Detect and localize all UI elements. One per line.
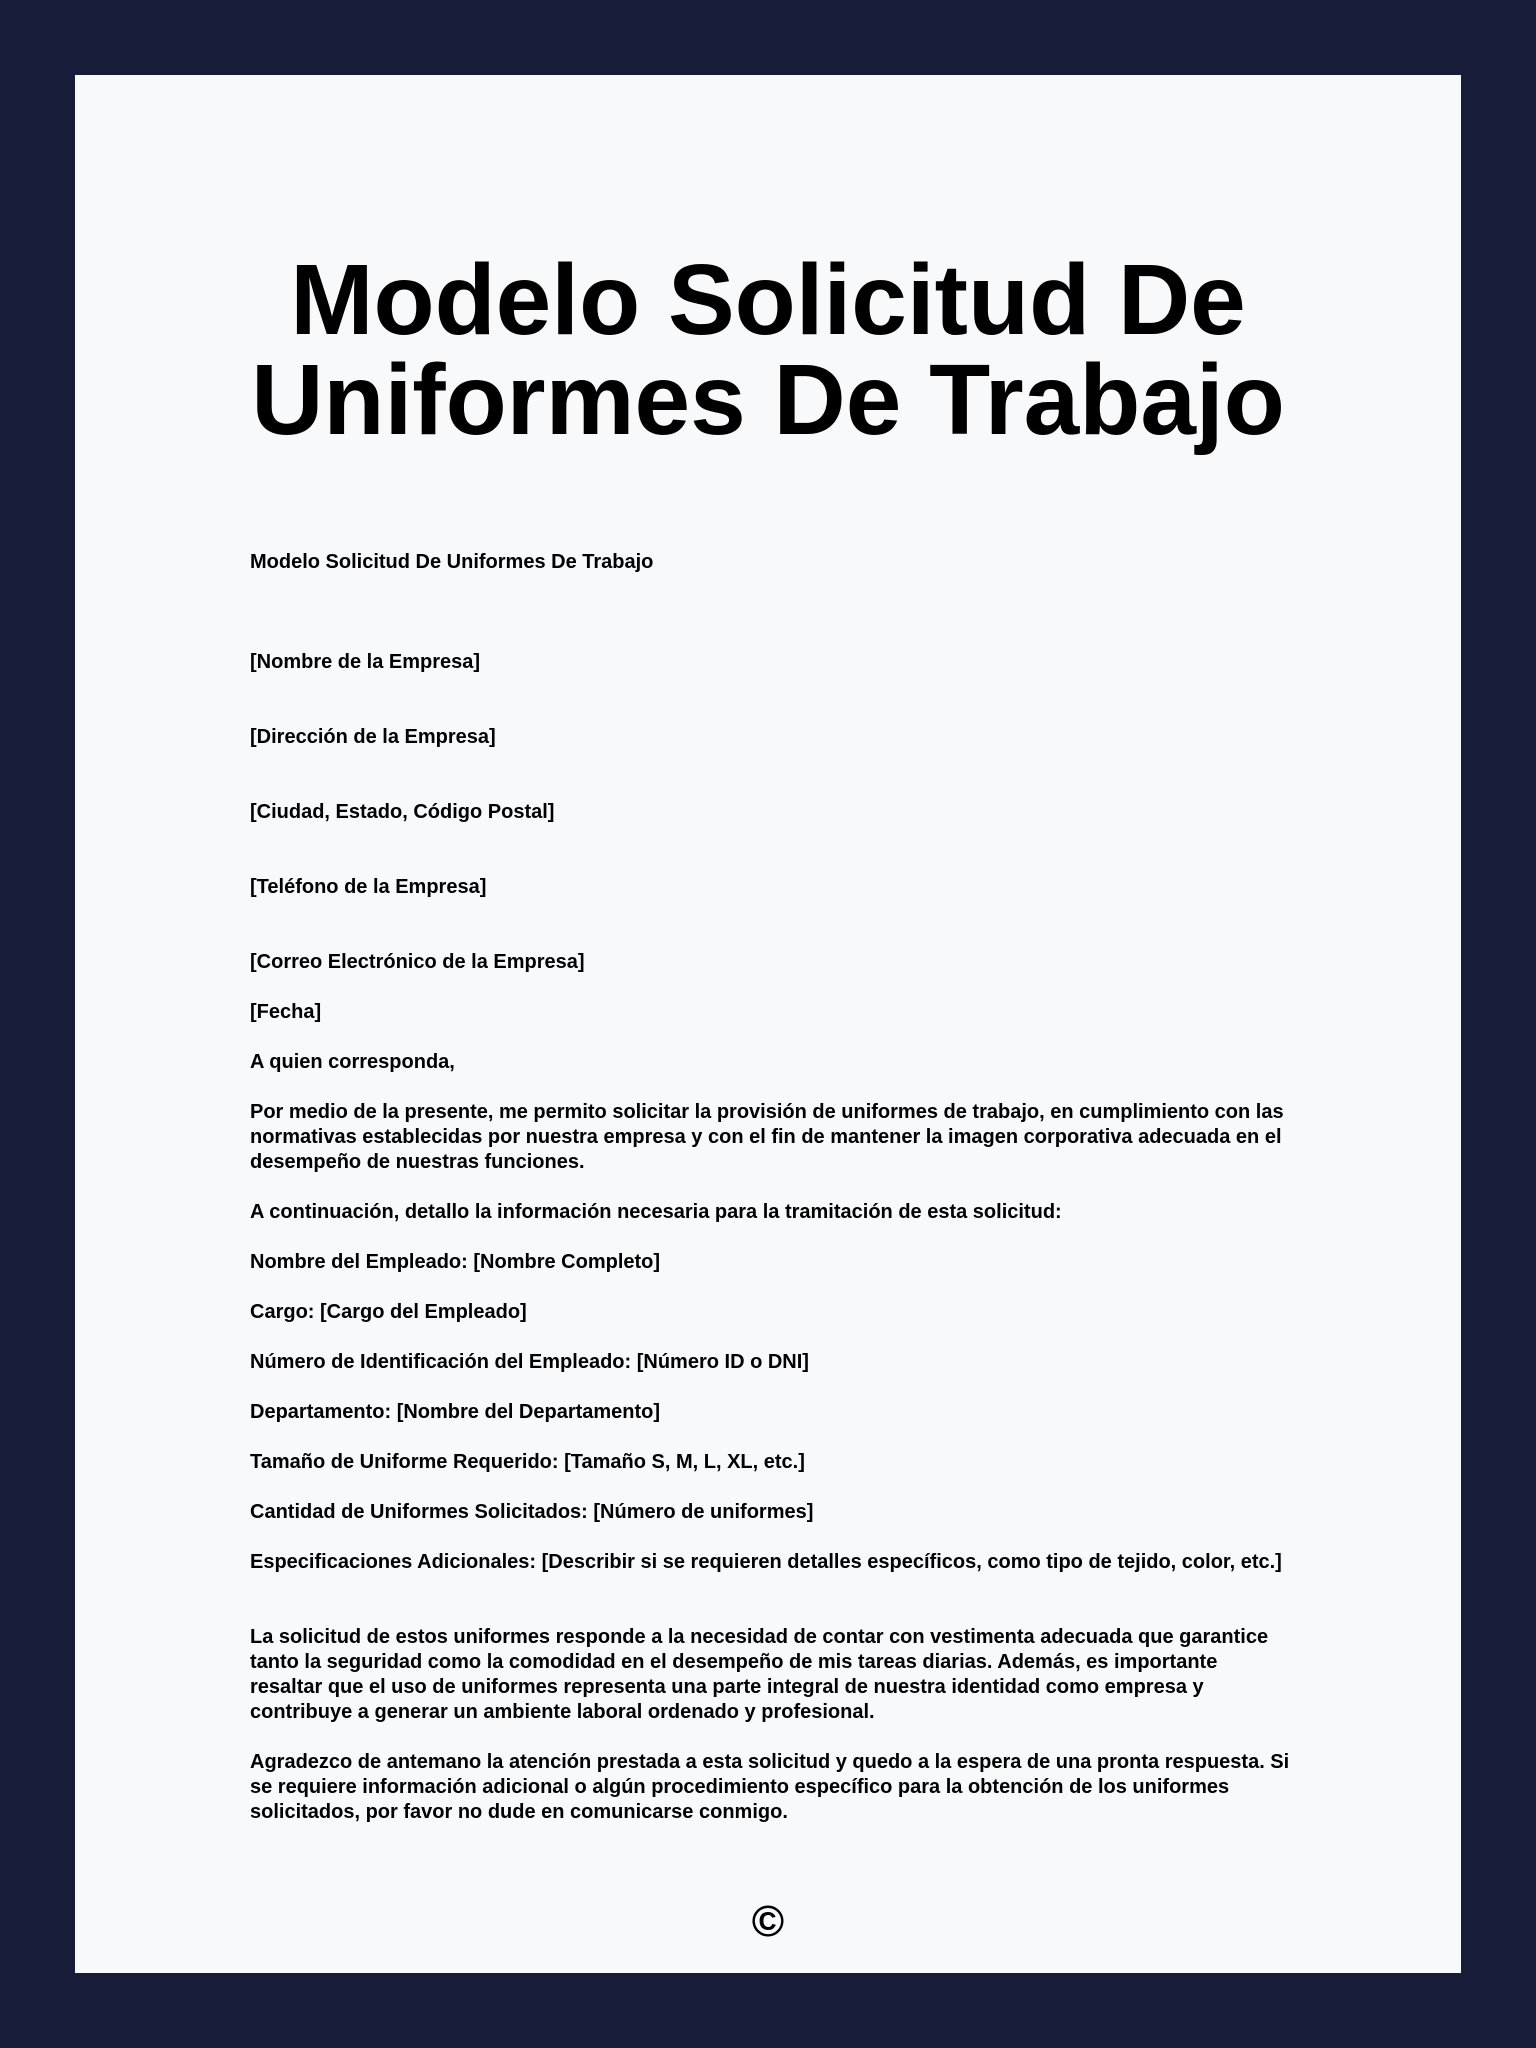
details-intro: A continuación, detallo la información necesaria para la tramitación de esta solicitud: — [250, 1201, 1062, 1223]
closing-paragraph: Agradezco de antemano la atención prestada a esta solicitud y quedo a la espera de una pronta respuesta. Si se requiere información adicional o algún procedimiento específico para la obtención de los uniformes solicitados, por favor no dude en comunicarse conmigo. — [250, 1751, 1290, 1823]
greeting: A quien corresponda, — [250, 1051, 455, 1073]
uniform-size-field: Tamaño de Uniforme Requerido: [Tamaño S, M, L, XL, etc.] — [250, 1451, 805, 1473]
page-title — [75, 244, 1461, 456]
document-subtitle: Modelo Solicitud De Uniformes De Trabajo — [250, 551, 654, 573]
copyright-icon: © — [751, 1897, 785, 1946]
uniform-quantity-field: Cantidad de Uniformes Solicitados: [Número de uniformes] — [250, 1501, 814, 1523]
additional-specs-paragraph: Especificaciones Adicionales: [Describir si se requieren detalles específicos, como tipo de tejido, color, etc.] — [250, 1551, 1282, 1573]
company-email-placeholder: [Correo Electrónico de la Empresa] — [250, 951, 585, 973]
employee-id-field: Número de Identificación del Empleado: [Número ID o DNI] — [250, 1351, 809, 1373]
title-line-1: Modelo Solicitud De — [290, 244, 1246, 356]
intro-paragraph: Por medio de la presente, me permito solicitar la provisión de uniformes de trabajo, en cumplimiento con las normativas establecidas por nuestra empresa y con el fin de mantener la imagen corporativa adecuada en el desempeño de nuestras funciones. — [250, 1101, 1284, 1173]
title-line-2: Uniformes De Trabajo — [251, 344, 1285, 456]
justification-paragraph: La solicitud de estos uniformes responde a la necesidad de contar con vestimenta adecuada que garantice tanto la seguridad como la comodidad en el desempeño de mis tareas diarias. Además, es importante resaltar que el uso de uniformes representa una parte integral de nuestra identidad como empresa y contribuye a generar un ambiente laboral ordenado y profesional. — [250, 1626, 1269, 1723]
company-address-placeholder: [Dirección de la Empresa] — [250, 726, 496, 748]
department-field: Departamento: [Nombre del Departamento] — [250, 1401, 661, 1423]
date-placeholder: [Fecha] — [250, 1001, 322, 1023]
document-page — [75, 75, 1461, 1973]
position-field: Cargo: [Cargo del Empleado] — [250, 1301, 527, 1323]
employee-name-field: Nombre del Empleado: [Nombre Completo] — [250, 1251, 661, 1273]
company-name-placeholder: [Nombre de la Empresa] — [250, 651, 481, 673]
company-city-placeholder: [Ciudad, Estado, Código Postal] — [250, 801, 555, 823]
company-phone-placeholder: [Teléfono de la Empresa] — [250, 876, 487, 898]
